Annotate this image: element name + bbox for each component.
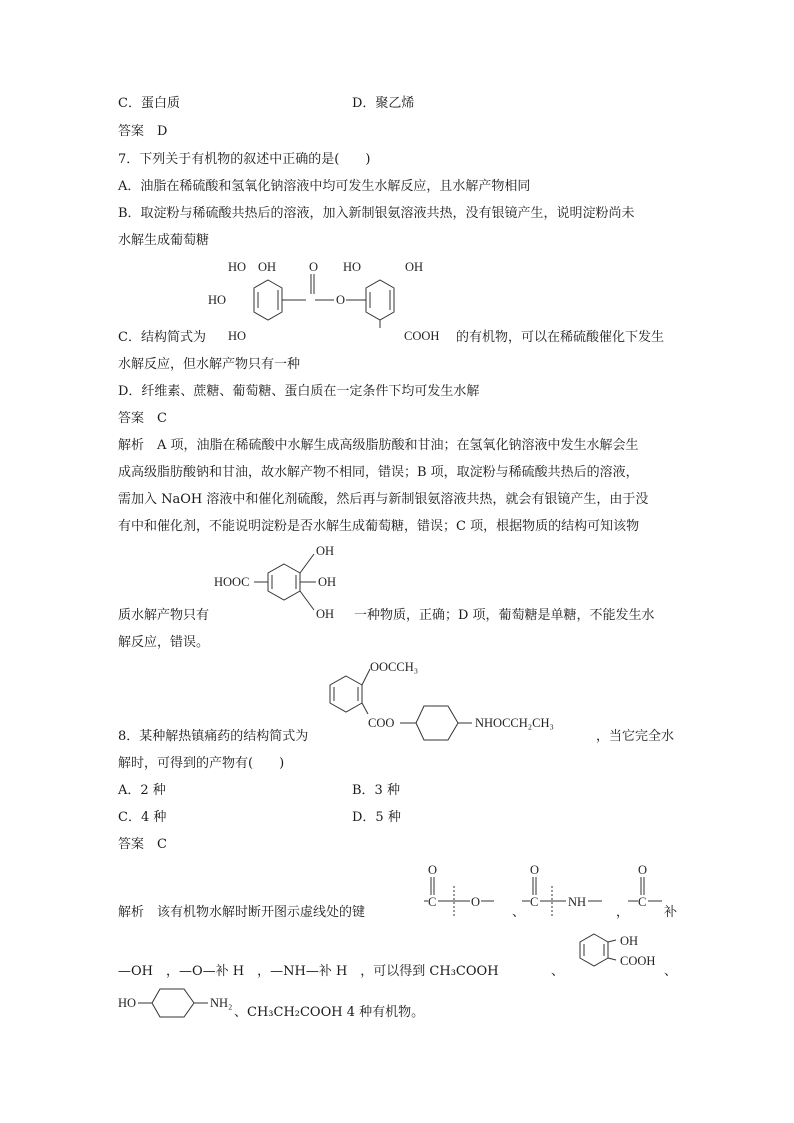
label-o-1: O: [309, 260, 319, 274]
option-d: D．聚乙烯: [352, 96, 415, 111]
label-c-2: C: [530, 895, 539, 909]
label-oh-4: OH: [318, 575, 337, 589]
q8-option-d: D．5 种: [352, 810, 401, 825]
label-nh-1: NH: [568, 895, 587, 909]
analysis-8-line2: —OH ，—O—补 H ，—NH—补 H ，可以得到 CH₃COOH: [118, 964, 499, 979]
analysis-8-comma2: ，: [616, 905, 630, 920]
analysis-7-line1: 解析 A 项，油脂在稀硫酸中水解生成高级脂肪酸和甘油；在氢氧化钠溶液中发生水解会生: [118, 438, 639, 453]
label-ho-2: HO: [208, 293, 227, 307]
aminophenol-structure: [118, 988, 248, 1020]
label-c-1: C: [428, 895, 437, 909]
amide-bond-fragment: [522, 860, 612, 918]
ester-structure: [200, 252, 470, 352]
label-nhocch2ch3: NHOCCH₂CH₃: [475, 716, 554, 730]
ester-bond-fragment: [424, 860, 510, 918]
analysis-7-line5a: 质水解产物只有: [118, 608, 210, 623]
analysis-7-line4: 有中和催化剂，不能说明淀粉是否水解生成葡萄糖，错误；C 项，根据物质的结构可知该物: [118, 519, 640, 534]
analysis-8-comma4: 、: [664, 964, 678, 979]
label-hooc: HOOC: [214, 575, 250, 589]
q8-option-c: C．4 种: [118, 810, 167, 825]
analysis-8-comma3: 、: [551, 964, 565, 979]
question-8-line2: 解时，可得到的产物有( ): [118, 756, 285, 771]
question-8: 8．某种解热镇痛药的结构简式为: [118, 729, 309, 744]
q7-option-a: A．油脂在稀硫酸和氢氧化钠溶液中均可发生水解反应，且水解产物相同: [118, 179, 531, 194]
analysis-8-comma1: 、: [512, 905, 526, 920]
label-oh-5: OH: [316, 607, 335, 621]
label-o-3: O: [428, 863, 438, 877]
q7-option-c-text: 的有机物，可以在稀硫酸催化下发生: [456, 330, 665, 345]
label-nh2: NH₂: [210, 996, 233, 1010]
label-o-4: O: [471, 895, 481, 909]
label-coo: COO: [368, 716, 395, 730]
question-8-tail: ，当它完全水: [596, 729, 675, 744]
q8-option-b: B．3 种: [352, 783, 400, 798]
analysis-8-line3: 、CH₃CH₂COOH 4 种有机物。: [234, 1005, 425, 1020]
analgesic-structure: [320, 654, 610, 744]
analysis-8-bu: 补: [664, 905, 678, 920]
label-oocch3: OOCCH₃: [370, 660, 419, 674]
analysis-7-line2: 成高级脂肪酸钠和甘油，故水解产物不相同，错误；B 项，取淀粉与稀硫酸共热后的溶液，: [118, 465, 639, 480]
label-o-6: O: [638, 863, 648, 877]
answer-8: 答案 C: [118, 837, 167, 852]
q7-option-b-line2: 水解生成葡萄糖: [118, 233, 210, 248]
label-ho-3: HO: [228, 329, 247, 343]
label-oh-6: OH: [620, 934, 639, 948]
salicylic-acid-structure: [574, 930, 674, 980]
answer-6: 答案 D: [118, 124, 168, 139]
label-cooh-2: COOH: [620, 954, 656, 968]
label-ho-4: HO: [343, 260, 362, 274]
analysis-7-line3: 需加入 NaOH 溶液中和催化剂硫酸，然后再与新制银氨溶液共热，就会有银镜产生，由于没: [118, 492, 649, 507]
label-oh-2: OH: [405, 260, 424, 274]
gallic-acid-structure: [212, 540, 372, 622]
answer-7: 答案 C: [118, 411, 167, 426]
q7-option-c-label: C．结构简式为: [118, 330, 206, 345]
option-c: C．蛋白质: [118, 96, 180, 111]
q7-option-c-line2: 水解反应，但水解产物只有一种: [118, 357, 301, 372]
question-7: 7．下列关于有机物的叙述中正确的是( ): [118, 152, 371, 167]
label-o-5: O: [530, 863, 540, 877]
label-ho-5: HO: [118, 996, 137, 1010]
q7-option-d: D．纤维素、蔗糖、葡萄糖、蛋白质在一定条件下均可发生水解: [118, 384, 480, 399]
q7-option-b-line1: B．取淀粉与稀硫酸共热后的溶液，加入新制银氨溶液共热，没有银镜产生，说明淀粉尚未: [118, 206, 635, 221]
label-ho-1: HO: [228, 260, 247, 274]
analysis-8-line1: 解析 该有机物水解时断开图示虚线处的键: [118, 905, 366, 920]
label-o-2: O: [336, 293, 346, 307]
label-oh-3: OH: [316, 544, 335, 558]
label-cooh-1: COOH: [404, 329, 440, 343]
q8-option-a: A．2 种: [118, 783, 166, 798]
analysis-7-line5b: 一种物质，正确；D 项，葡萄糖是单糖，不能发生水: [354, 608, 655, 623]
label-c-3: C: [638, 895, 647, 909]
label-oh-1: OH: [258, 260, 277, 274]
analysis-7-line6: 解反应，错误。: [118, 635, 210, 650]
